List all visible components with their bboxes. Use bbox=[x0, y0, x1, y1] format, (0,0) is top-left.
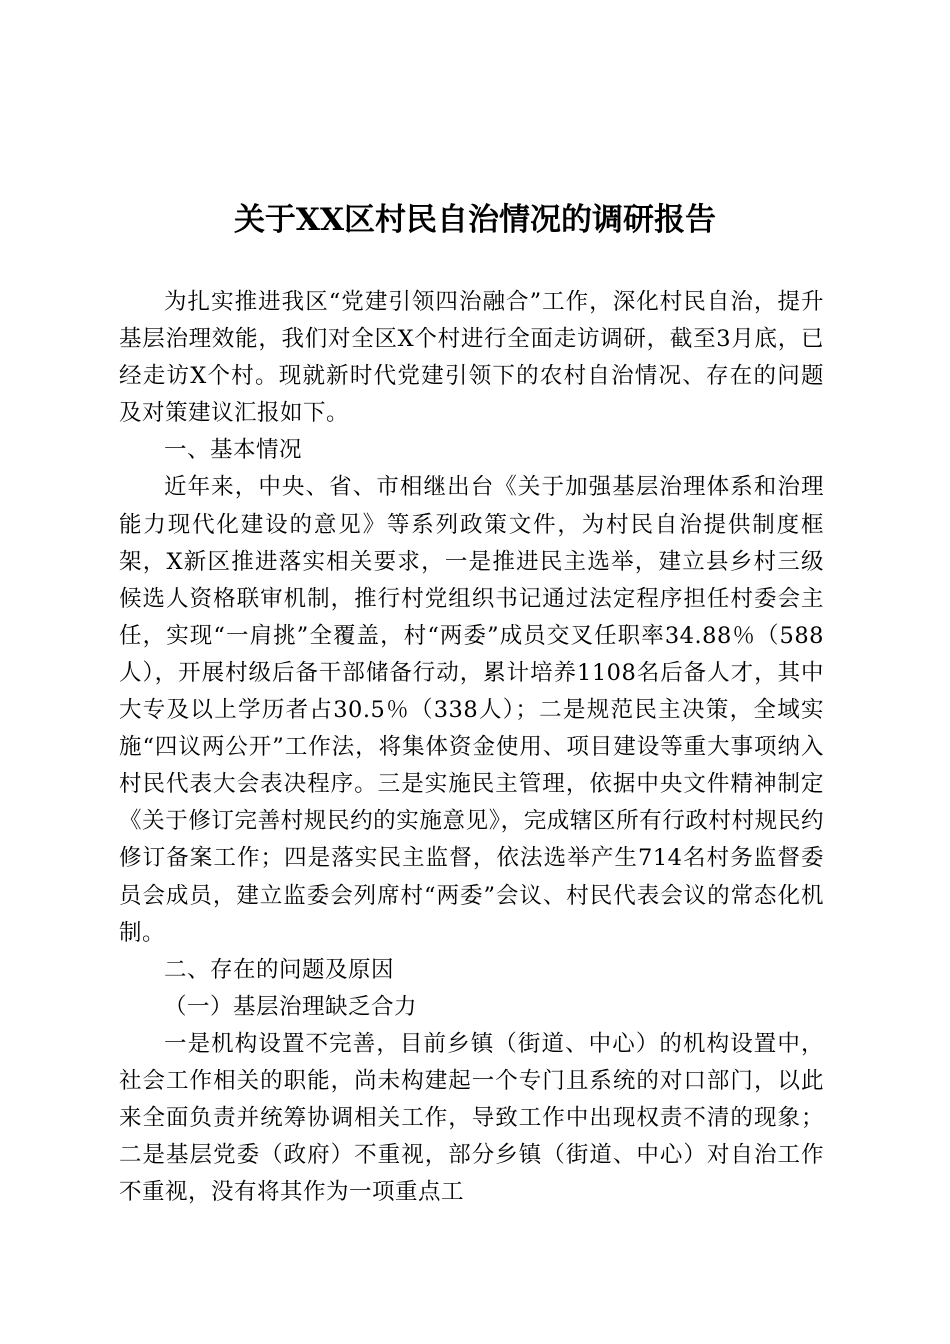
basic-situation-paragraph: 近年来，中央、省、市相继出台《关于加强基层治理体系和治理能力现代化建设的意见》等系列政策文件，为村民自治提供制度框架，X新区推进落实相关要求，一是推进民主选举，建立县乡村三级候选人资格联审机制，推行村党组织书记通过法定程序担任村委会主任，实现“一肩挑”全覆盖，村“两委”成员交叉任职率34.88％（588人），开展村级后备干部储备行动，累计培养1108名后备人才，其中大专及以上学历者占30.5％（338人）；二是规范民主决策，全域实施“四议两公开”工作法，将集体资金使用、项目建设等重大事项纳入村民代表大会表决程序。三是实施民主管理，依据中央文件精神制定《关于修订完善村规民约的实施意见》，完成辖区所有行政村村规民约修订备案工作；四是落实民主监督，依法选举产生714名村务监督委员会成员，建立监委会列席村“两委”会议、村民代表会议的常态化机制。 bbox=[119, 474, 824, 946]
document-body bbox=[119, 284, 824, 1211]
intro-paragraph: 为扎实推进我区“党建引领四治融合”工作，深化村民自治，提升基层治理效能，我们对全区X个村进行全面走访调研，截至3月底，已经走访X个村。现就新时代党建引领下的农村自治情况、存在的问题及对策建议汇报如下。 bbox=[119, 289, 824, 427]
governance-paragraph: 一是机构设置不完善，目前乡镇（街道、中心）的机构设置中，社会工作相关的职能，尚未构建起一个专门且系统的对口部门，以此来全面负责并统筹协调相关工作，导致工作中出现权责不清的现象；二是基层党委（政府）不重视，部分乡镇（街道、中心）对自治工作不重视，没有将其作为一项重点工 bbox=[119, 1030, 824, 1206]
section-heading-problems: 二、存在的问题及原因 bbox=[164, 956, 395, 983]
section-heading-basic-situation: 一、基本情况 bbox=[164, 437, 303, 464]
document-title: 关于XX区村民自治情况的调研报告 bbox=[233, 202, 717, 238]
subsection-heading-governance: （一）基层治理缺乏合力 bbox=[164, 993, 418, 1020]
